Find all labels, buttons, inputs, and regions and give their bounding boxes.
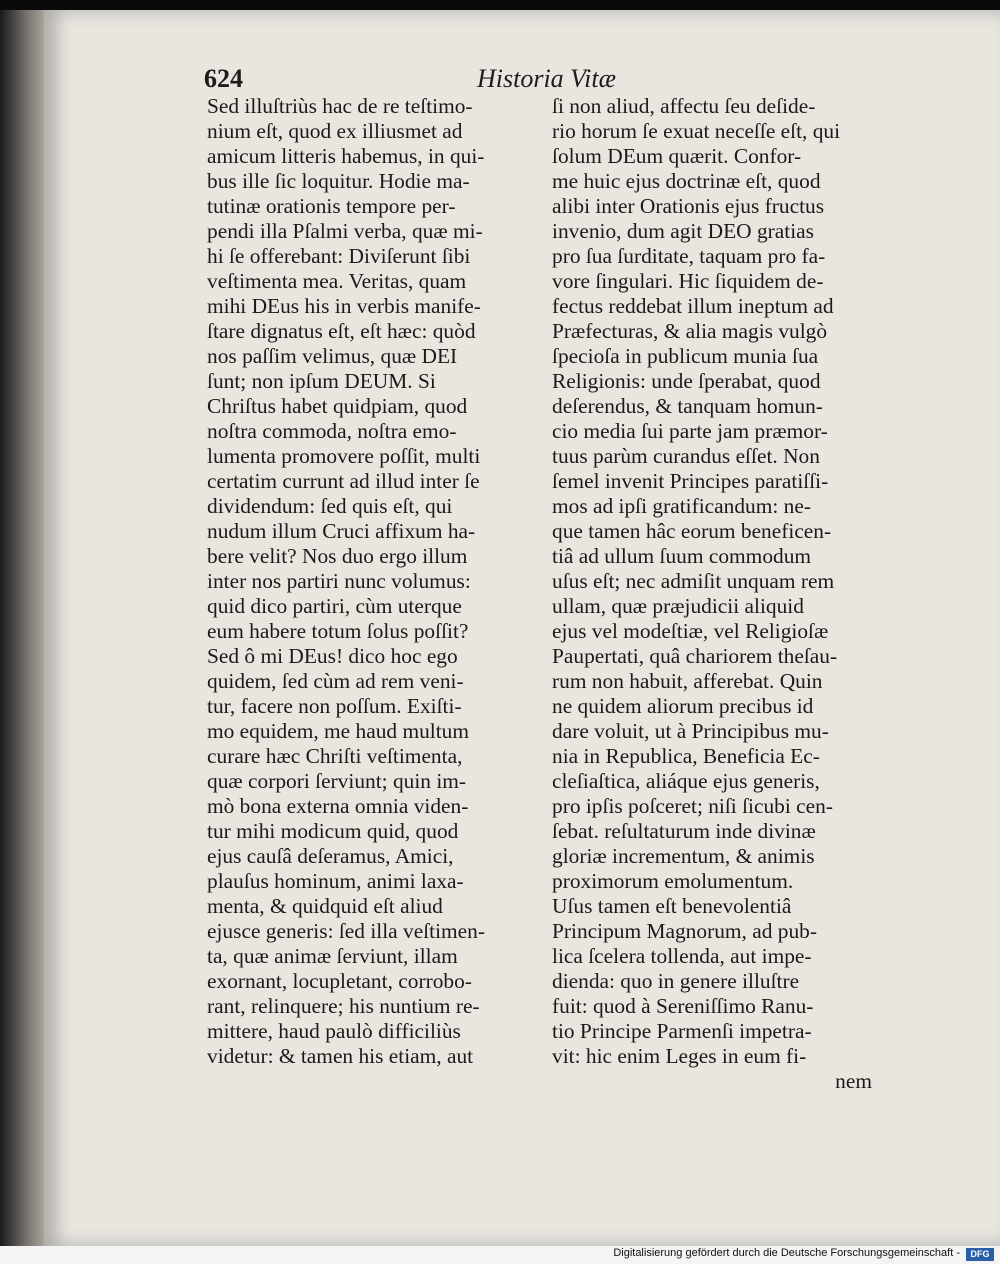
text-line: ta, quæ animæ ſerviunt, illam — [207, 944, 458, 968]
text-line: uſus eſt; nec admiſit unquam rem — [552, 569, 835, 593]
text-line: me huic ejus doctrinæ eſt, quod — [552, 169, 821, 193]
text-line: tur, facere non poſſum. Exiſti- — [207, 694, 462, 718]
right-text-column — [552, 94, 872, 1094]
text-line: ejus cauſâ deſeramus, Amici, — [207, 844, 454, 868]
text-line: rant, relinquere; his nuntium re- — [207, 994, 480, 1018]
text-line: pro ipſis poſceret; niſi ſicubi cen- — [552, 794, 833, 818]
running-title: Historia Vitæ — [477, 64, 616, 93]
text-line: ſemel invenit Principes paratiſſi- — [552, 469, 829, 493]
text-line: Religionis: unde ſperabat, quod — [552, 369, 821, 393]
text-line: gloriæ incrementum, & animis — [552, 844, 815, 868]
text-line: fuit: quod à Sereniſſimo Ranu- — [552, 994, 814, 1018]
text-line: Præfecturas, & alia magis vulgò — [552, 319, 828, 343]
text-line: Sed ô mi DEus! dico hoc ego — [207, 644, 458, 668]
page-number: 624 — [204, 64, 243, 93]
text-line: plauſus hominum, animi laxa- — [207, 869, 464, 893]
text-line: tio Principe Parmenſi impetra- — [552, 1019, 812, 1043]
text-line: mò bona externa omnia viden- — [207, 794, 469, 818]
text-line: amicum litteris habemus, in qui- — [207, 144, 485, 168]
text-line: dividendum: ſed quis eſt, qui — [207, 494, 453, 518]
text-line: mo equidem, me haud multum — [207, 719, 469, 743]
text-line: nia in Republica, Beneficia Ec- — [552, 744, 820, 768]
text-line: nudum illum Cruci affixum ha- — [207, 519, 476, 543]
text-line: nium eſt, quod ex illiusmet ad — [207, 119, 463, 143]
text-line: fectus reddebat illum ineptum ad — [552, 294, 834, 318]
text-line: ſi non aliud, affectu ſeu deſide- — [552, 94, 816, 118]
text-line: ſolum DEum quærit. Confor- — [552, 144, 802, 168]
text-line: lumenta promovere poſſit, multi — [207, 444, 481, 468]
catchword: nem — [835, 1069, 872, 1093]
text-line: ſtare dignatus eſt, eſt hæc: quòd — [207, 319, 476, 343]
text-line: lica ſcelera tollenda, aut impe- — [552, 944, 812, 968]
text-line: certatim currunt ad illud inter ſe — [207, 469, 480, 493]
text-line: dienda: quo in genere illuſtre — [552, 969, 800, 993]
text-line: mittere, haud paulò difficiliùs — [207, 1019, 461, 1043]
text-line: Principum Magnorum, ad pub- — [552, 919, 817, 943]
text-line: hi ſe offerebant: Diviſerunt ſibi — [207, 244, 471, 268]
book-page — [44, 10, 1000, 1246]
text-line: vore ſingulari. Hic ſiquidem de- — [552, 269, 824, 293]
text-line: proximorum emolumentum. — [552, 869, 794, 893]
text-line: veſtimenta mea. Veritas, quam — [207, 269, 467, 293]
text-line: ſebat. reſultaturum inde divinæ — [552, 819, 816, 843]
text-line: ne quidem aliorum precibus id — [552, 694, 814, 718]
text-line: Chriſtus habet quidpiam, quod — [207, 394, 468, 418]
text-line: ejusce generis: ſed illa veſtimen- — [207, 919, 485, 943]
text-line: vit: hic enim Leges in eum fi- — [552, 1044, 807, 1068]
text-line: mos ad ipſi gratificandum: ne- — [552, 494, 811, 518]
text-line: videtur: & tamen his etiam, aut — [207, 1044, 474, 1068]
dfg-logo: DFG — [966, 1248, 994, 1261]
text-line: Uſus tamen eſt benevolentiâ — [552, 894, 792, 918]
text-line: inter nos partiri nunc volumus: — [207, 569, 471, 593]
text-line: nos paſſim velimus, quæ DEI — [207, 344, 458, 368]
text-line: ejus vel modeſtiæ, vel Religioſæ — [552, 619, 829, 643]
text-line: tutinæ orationis tempore per- — [207, 194, 456, 218]
text-line: curare hæc Chriſti veſtimenta, — [207, 744, 463, 768]
text-line: quidem, ſed cùm ad rem veni- — [207, 669, 464, 693]
text-line: ſpecioſa in publicum munia ſua — [552, 344, 819, 368]
text-line: bus ille ſic loquitur. Hodie ma- — [207, 169, 470, 193]
text-line: cleſiaſtica, aliáque ejus generis, — [552, 769, 820, 793]
text-line: quid dico partiri, cùm uterque — [207, 594, 462, 618]
text-line: Paupertati, quâ chariorem theſau- — [552, 644, 838, 668]
text-line: ullam, quæ præjudicii aliquid — [552, 594, 804, 618]
text-line: ſunt; non ipſum DEUM. Si — [207, 369, 436, 393]
text-line: tiâ ad ullum ſuum commodum — [552, 544, 812, 568]
text-line: bere velit? Nos duo ergo illum — [207, 544, 468, 568]
text-line: rum non habuit, afferebat. Quin — [552, 669, 823, 693]
text-line: tur mihi modicum quid, quod — [207, 819, 459, 843]
digitization-footer — [0, 1246, 1000, 1264]
text-line: tuus parùm curandus eſſet. Non — [552, 444, 820, 468]
text-line: pendi illa Pſalmi verba, quæ mi- — [207, 219, 483, 243]
text-line: menta, & quidquid eſt aliud — [207, 894, 443, 918]
text-line: Sed illuſtriùs hac de re teſtimo- — [207, 94, 473, 118]
text-line: alibi inter Orationis ejus fructus — [552, 194, 825, 218]
text-line: cio media ſui parte jam præmor- — [552, 419, 828, 443]
left-text-column — [207, 94, 535, 1069]
text-line: mihi DEus his in verbis manife- — [207, 294, 481, 318]
text-line: rio horum ſe exuat neceſſe eſt, qui — [552, 119, 841, 143]
text-line: dare voluit, ut à Principibus mu- — [552, 719, 829, 743]
text-line: deſerendus, & tanquam homun- — [552, 394, 823, 418]
text-line: eum habere totum ſolus poſſit? — [207, 619, 469, 643]
text-line: pro ſua ſurditate, taquam pro fa- — [552, 244, 826, 268]
funding-credit: Digitalisierung gefördert durch die Deutsche Forschungsgemeinschaft - — [613, 1247, 960, 1259]
binding-edge — [0, 10, 44, 1246]
text-line: quæ corpori ſerviunt; quin im- — [207, 769, 467, 793]
text-line: que tamen hâc eorum beneficen- — [552, 519, 832, 543]
text-line: exornant, locupletant, corrobo- — [207, 969, 472, 993]
text-line: invenio, dum agit DEO gratias — [552, 219, 814, 243]
text-line: noſtra commoda, noſtra emo- — [207, 419, 457, 443]
